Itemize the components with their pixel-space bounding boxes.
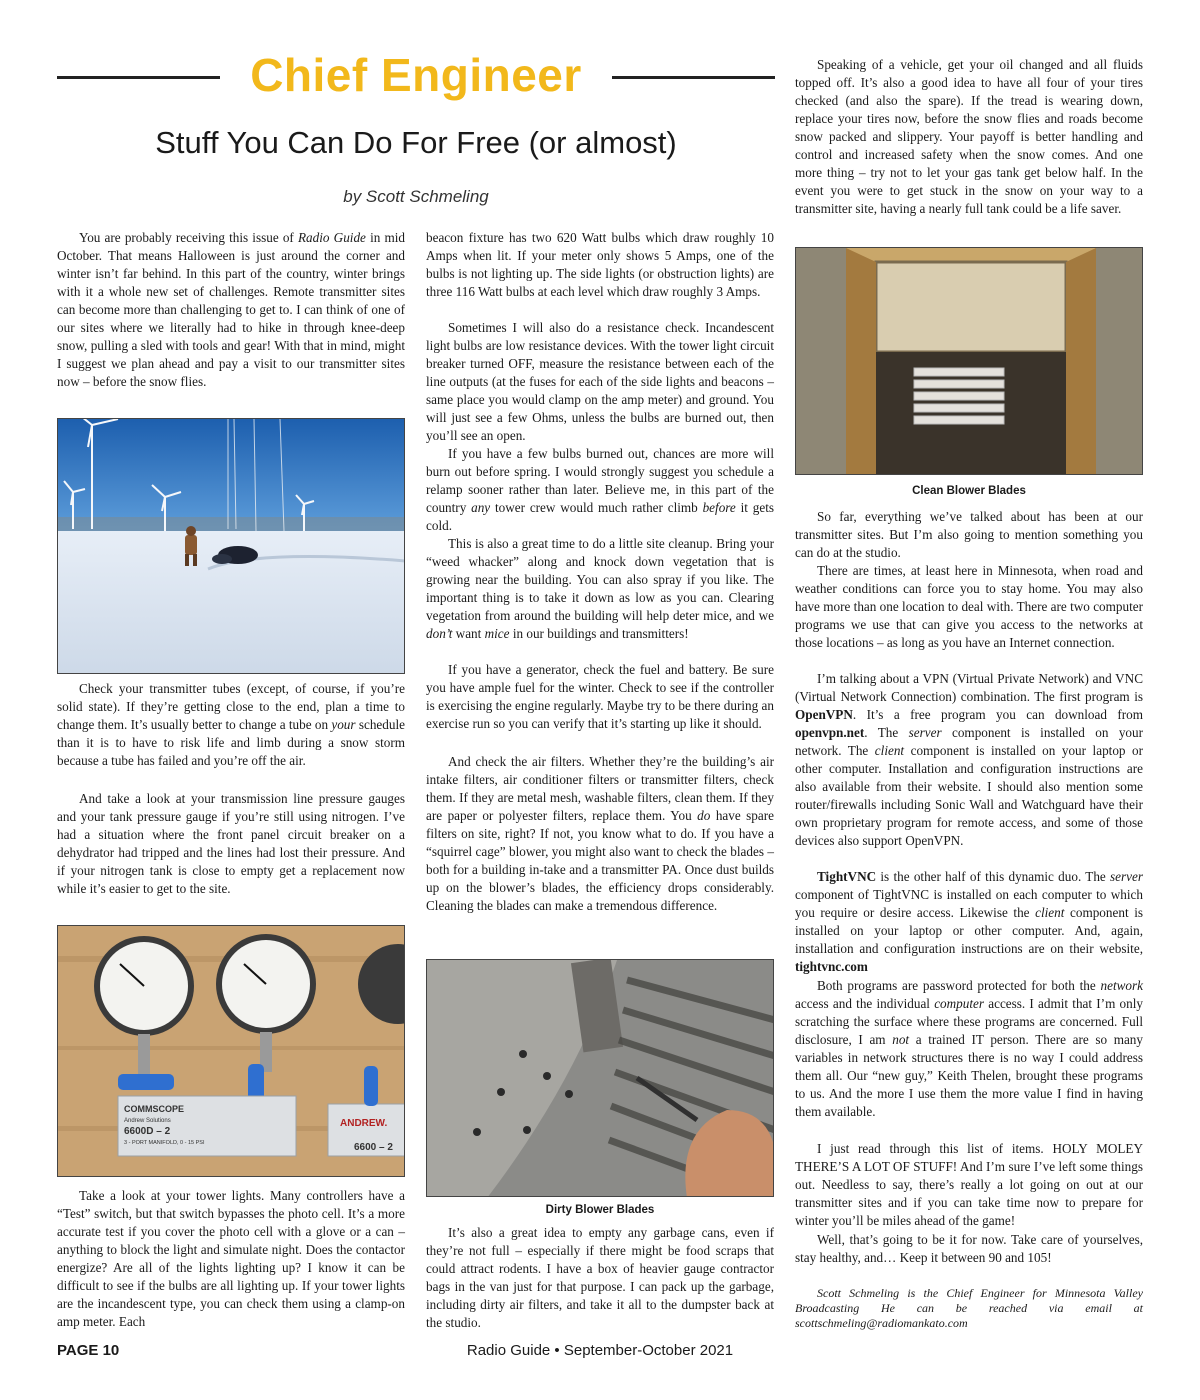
paragraph-11: It’s also a great idea to empty any garbage cans, even if they’re not full – especially if there might be food scraps that could attract rodents. I have a box of heavier gauge contractor bags in the van just for that purpose. I can pack up the garbage, including dirty air filters, and take it all to the dumpster back at the studio. xyxy=(426,1225,774,1330)
article-headline: Stuff You Can Do For Free (or almost) xyxy=(155,125,677,160)
section-title: Chief Engineer xyxy=(250,49,582,101)
paragraph-9: If you have a generator, check the fuel and battery. Be sure you have ample fuel for the winter. Check to see if the controller is exercising the engine regularly. Maybe try to be there during an exercise run so you can verify that it’s starting up like it should. xyxy=(426,662,774,731)
paragraph-2: Check your transmitter tubes (except, of course, if you’re solid state). If they’re getting close to the end, plan a time to change them. It’s usually better to change a tube on your schedule than it is to have to risk life and limb during a snow storm because a tube has failed and you’re off the air. xyxy=(57,681,405,768)
paragraph-5: beacon fixture has two 620 Watt bulbs which draw roughly 10 Amps when lit. If your meter only shows 5 Amps, one of the bulbs is not lighting up. The side lights (or obstruction lights) are three 116 Watt bulbs at each level which draw roughly 3 Amps. xyxy=(426,230,774,299)
snow-field-photo xyxy=(57,418,405,674)
dirty-blower-photo xyxy=(426,959,774,1197)
paragraph-19: Well, that’s going to be it for now. Take care of yourselves, stay healthy, and… Keep it between 90 and 105! xyxy=(795,1232,1143,1265)
paragraph-10: And check the air filters. Whether they’re the building’s air intake filters, air conditioner filters or transmitter filters, check them. If they are metal mesh, washable filters, clean them. If they are paper or polyester filters, replace them. You do have spare filters on site, right? If not, you know what to do. If you have a “squirrel cage” blower, you might also want to check the blades – both for a building in-take and a transmitter PA. Once dust builds up on the blower’s blades, the efficiency drops considerably. Cleaning the blades can make a tremendous difference. xyxy=(426,754,774,913)
author-bio: Scott Schmeling is the Chief Engineer for Minnesota Valley Broadcasting He can be reached via email at scottschmeling@radiomankato.com xyxy=(795,1286,1143,1330)
paragraph-6: Sometimes I will also do a resistance check. Incandescent light bulbs are low resistance devices. With the tower light circuit breaker turned OFF, measure the resistance between each of the line outputs (at the fuses for each of the side lights and beacons – same place you would clamp on the amp meter) and ground. You will just see a few Ohms, unless the bulbs are burned out, then you’ll see an open. xyxy=(426,320,774,443)
pressure-gauge-photo xyxy=(57,925,405,1177)
gauge-label-solutions: Andrew Solutions xyxy=(124,1118,171,1124)
paragraph-16: TightVNC is the other half of this dynamic duo. The server component of TightVNC is installed on each computer to which you require or desire access. Likewise the client component is installed on your laptop or other computer. And, again, installation and configuration instructions are on their website, tightvnc.com xyxy=(795,869,1143,974)
section-masthead xyxy=(57,49,775,102)
paragraph-8: This is also a great time to do a little site cleanup. Bring your “weed whacker” along and knock down vegetation that is growing near the building. You can also spray if you like. The important thing is to take it down as low as you can. Clearing vegetation from around the building will help deter mice, and we don’t want mice in our buildings and transmitters! xyxy=(426,536,774,641)
paragraph-13: So far, everything we’ve talked about has been at our transmitter sites. But I’m also going to mention something you can do at the studio. xyxy=(795,509,1143,560)
caption-dirty-blower: Dirty Blower Blades xyxy=(545,1204,655,1216)
gauge-label-manifold: 3 - PORT MANIFOLD, 0 - 15 PSI xyxy=(124,1140,205,1146)
gauge-label-commscope: COMMSCOPE xyxy=(124,1104,185,1114)
gauge-label-model: 6600D – 2 xyxy=(124,1126,171,1137)
clean-blower-photo xyxy=(795,247,1143,475)
article-byline: by Scott Schmeling xyxy=(343,187,489,206)
paragraph-7: If you have a few bulbs burned out, chances are more will burn out before spring. I would strongly suggest you schedule a relamp sooner rather than later. Believe me, in this part of the country any tower crew would much rather climb before it gets cold. xyxy=(426,446,774,533)
paragraph-18: I just read through this list of items. HOLY MOLEY THERE’S A LOT OF STUFF! And I’m sure I’ve left some things out. Needless to say, there’s really a lot going on out at our transmitter sites and if you can take time now to prepare for winter you’ll be miles ahead of the game! xyxy=(795,1141,1143,1228)
paragraph-4: Take a look at your tower lights. Many controllers have a “Test” switch, but that switch bypasses the photo cell. It’s a more accurate test if you cover the photo cell with a glove or a can – anything to block the light and simulate night. Does the contactor energize? Are all of the lights lighting up? I know it can be difficult to see if the bulbs are all lighting up. If your tower lights are the incandescent type, you can check them using a clamp-on amp meter. Each xyxy=(57,1188,405,1329)
paragraph-12: Speaking of a vehicle, get your oil changed and all fluids topped off. It’s also a good idea to have all four of your tires checked (and also the spare). If the tread is wearing down, replace your tires now, before the snow flies and roads become snow packed and slippery. Your payoff is better handling and control and increased safety when the snow comes. And one more thing – try not to let your gas tank get below half. In the event you were to get stuck in the snow on your way to a transmitter site, having a nearly full tank could be a life saver. xyxy=(795,57,1143,216)
paragraph-17: Both programs are password protected for both the network access and the individual computer access. I admit that I’m only scratching the surface where these programs are concerned. Full disclosure, I am not a trained IT person. There are so many variables in network structures there is no way I could address them all. Our “new guy,” Keith Thelen, brought these programs to us. And the more I use them the more value I find in having them available. xyxy=(795,978,1143,1119)
paragraph-15: I’m talking about a VPN (Virtual Private Network) and VNC (Virtual Network Connection) combination. The first program is OpenVPN. It’s a free program you can download from openvpn.net. The server component is installed on your network. The client component is installed on your laptop or other computer. Installation and configuration instructions are also available from their website. I should also mention some router/firewalls including Sonic Wall and Watchguard have their own proprietary program for remote access, and some of those devices also support OpenVPN. xyxy=(795,671,1144,848)
gauge-label-model-2: 6600 – 2 xyxy=(354,1142,393,1153)
paragraph-1: You are probably receiving this issue of Radio Guide in mid October. That means Halloween is just around the corner and winter isn’t far behind. In this part of the country, winter brings with it a whole new set of challenges. Remote transmitter sites can become more than challenging to get to. I can think of one of our sites where we literally had to hike in through knee-deep snow, pulling a sled with tools and gear! With that in mind, might I suggest we plan ahead and pay a visit to our transmitter sites now – before the snow flies. xyxy=(57,230,406,389)
gauge-label-andrew: ANDREW. xyxy=(340,1118,388,1129)
page-number: PAGE 10 xyxy=(57,1342,120,1359)
publication-footer: Radio Guide • September-October 2021 xyxy=(466,1342,734,1359)
paragraph-14: There are times, at least here in Minnesota, when road and weather conditions can force you to stay home. You may also have more than one location to deal with. There are two computer programs we use that can give you access to the networks at those locations – as long as you have an Internet connection. xyxy=(795,563,1143,650)
paragraph-3: And take a look at your transmission line pressure gauges and your tank pressure gauge if you’re still using nitrogen. I’ve had a situation where the front panel circuit breaker on a dehydrator had tripped and the lines had lost their pressure. And if your nitrogen tank is close to empty get a replacement now while it’s easier to get to the site. xyxy=(57,791,405,896)
caption-clean-blower: Clean Blower Blades xyxy=(912,485,1026,497)
